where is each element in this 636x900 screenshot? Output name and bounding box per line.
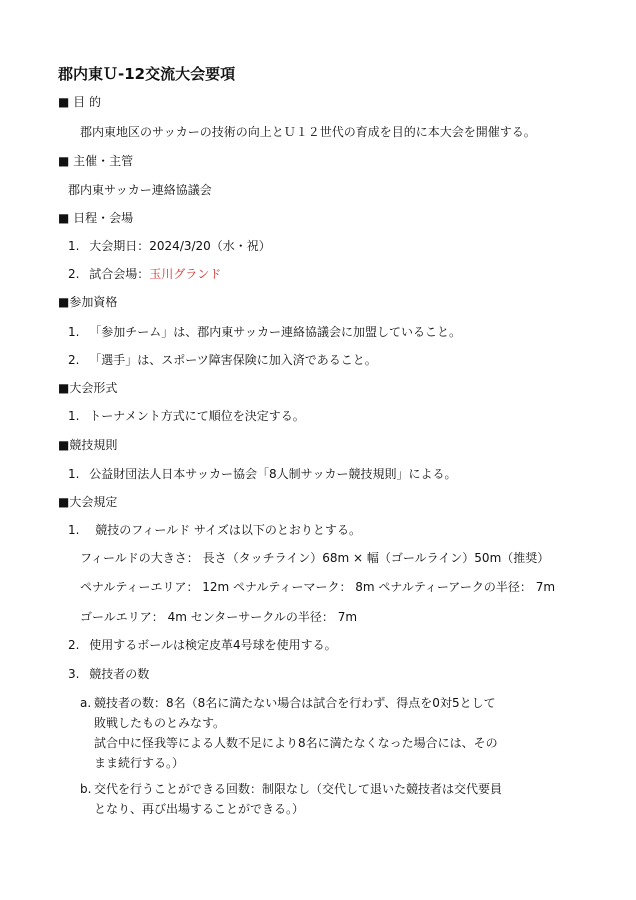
- schedule-item-venue: [68, 266, 221, 282]
- schedule-item-date: [68, 238, 271, 254]
- list-number: 1.: [68, 409, 80, 423]
- section-heading-purpose: ■ 目 的: [58, 95, 101, 109]
- eligibility-text: 「選手」は、スポーツ障害保険に加入済であること。: [89, 353, 377, 367]
- list-number: 1.: [68, 467, 80, 481]
- rules-text: 公益財団法人日本サッカー協会「8人制サッカー競技規則」による。: [89, 467, 457, 481]
- field-size-line: フィールドの大きさ： 長さ（タッチライン）68m × 幅（ゴールライン）50m（推奨）: [80, 551, 550, 565]
- list-number: 2.: [68, 267, 80, 281]
- section-heading-regulations: ■大会規定: [58, 495, 118, 509]
- schedule-date-text: 大会期日：2024/3/20（水・祝）: [89, 239, 271, 253]
- section-heading-format: ■大会形式: [58, 381, 118, 395]
- list-number: 1.: [68, 523, 80, 537]
- format-item-1: [68, 408, 305, 424]
- section-heading-rules: ■競技規則: [58, 438, 118, 452]
- format-text: トーナメント方式にて順位を決定する。: [89, 409, 305, 423]
- purpose-text: 郡内東地区のサッカーの技術の向上とＵ１２世代の育成を目的に本大会を開催する。: [80, 125, 536, 139]
- sub-item-b-line-2: となり、再び出場することができる。）: [94, 802, 305, 816]
- ball-text: 使用するボールは検定皮革4号球を使用する。: [89, 638, 337, 652]
- regulation-item-1: [68, 522, 361, 538]
- sub-item-b-line-1: 交代を行うことができる回数：制限なし（交代して退いた競技者は交代要員: [94, 782, 503, 796]
- list-number: 1.: [68, 239, 80, 253]
- rules-item-1: [68, 466, 456, 482]
- eligibility-text: 「参加チーム」は、郡内東サッカー連絡協議会に加盟していること。: [89, 325, 462, 339]
- section-heading-eligibility: ■参加資格: [58, 295, 118, 309]
- document-title: 郡内東Ｕ-12交流大会要項: [58, 65, 236, 83]
- list-number: 1.: [68, 325, 80, 339]
- list-number: 2.: [68, 638, 80, 652]
- regulation-item-2: [68, 637, 337, 653]
- venue-label: 試合会場：: [89, 267, 150, 281]
- eligibility-item-2: [68, 352, 377, 368]
- regulation-item-3: [68, 666, 149, 682]
- list-number: 3.: [68, 667, 80, 681]
- sub-item-a-label: a.: [80, 696, 92, 710]
- venue-value: 玉川グランド: [149, 267, 222, 281]
- section-heading-organizer: ■ 主催・主管: [58, 154, 134, 168]
- penalty-area-line: ペナルティーエリア： 12m ペナルティーマーク： 8m ペナルティーアークの半径： 7m: [80, 580, 556, 594]
- players-heading: 競技者の数: [89, 667, 150, 681]
- sub-item-a-line-3: 試合中に怪我等による人数不足により8名に満たなくなった場合には、その: [94, 736, 498, 750]
- section-heading-schedule: ■ 日程・会場: [58, 211, 134, 225]
- goal-area-line: ゴールエリア： 4m センターサークルの半径： 7m: [80, 610, 358, 624]
- sub-item-a-line-2: 敗戦したものとみなす。: [94, 716, 226, 730]
- list-number: 2.: [68, 353, 80, 367]
- eligibility-item-1: [68, 324, 461, 340]
- sub-item-b-label: b.: [80, 782, 92, 796]
- sub-item-a-line-4: まま続行する。）: [94, 756, 185, 770]
- organizer-text: 郡内東サッカー連絡協議会: [68, 183, 212, 197]
- field-size-intro: 競技のフィールド サイズは以下のとおりとする。: [95, 523, 361, 537]
- sub-item-a-line-1: 競技者の数：8名（8名に満たない場合は試合を行わず、得点を0対5として: [94, 696, 496, 710]
